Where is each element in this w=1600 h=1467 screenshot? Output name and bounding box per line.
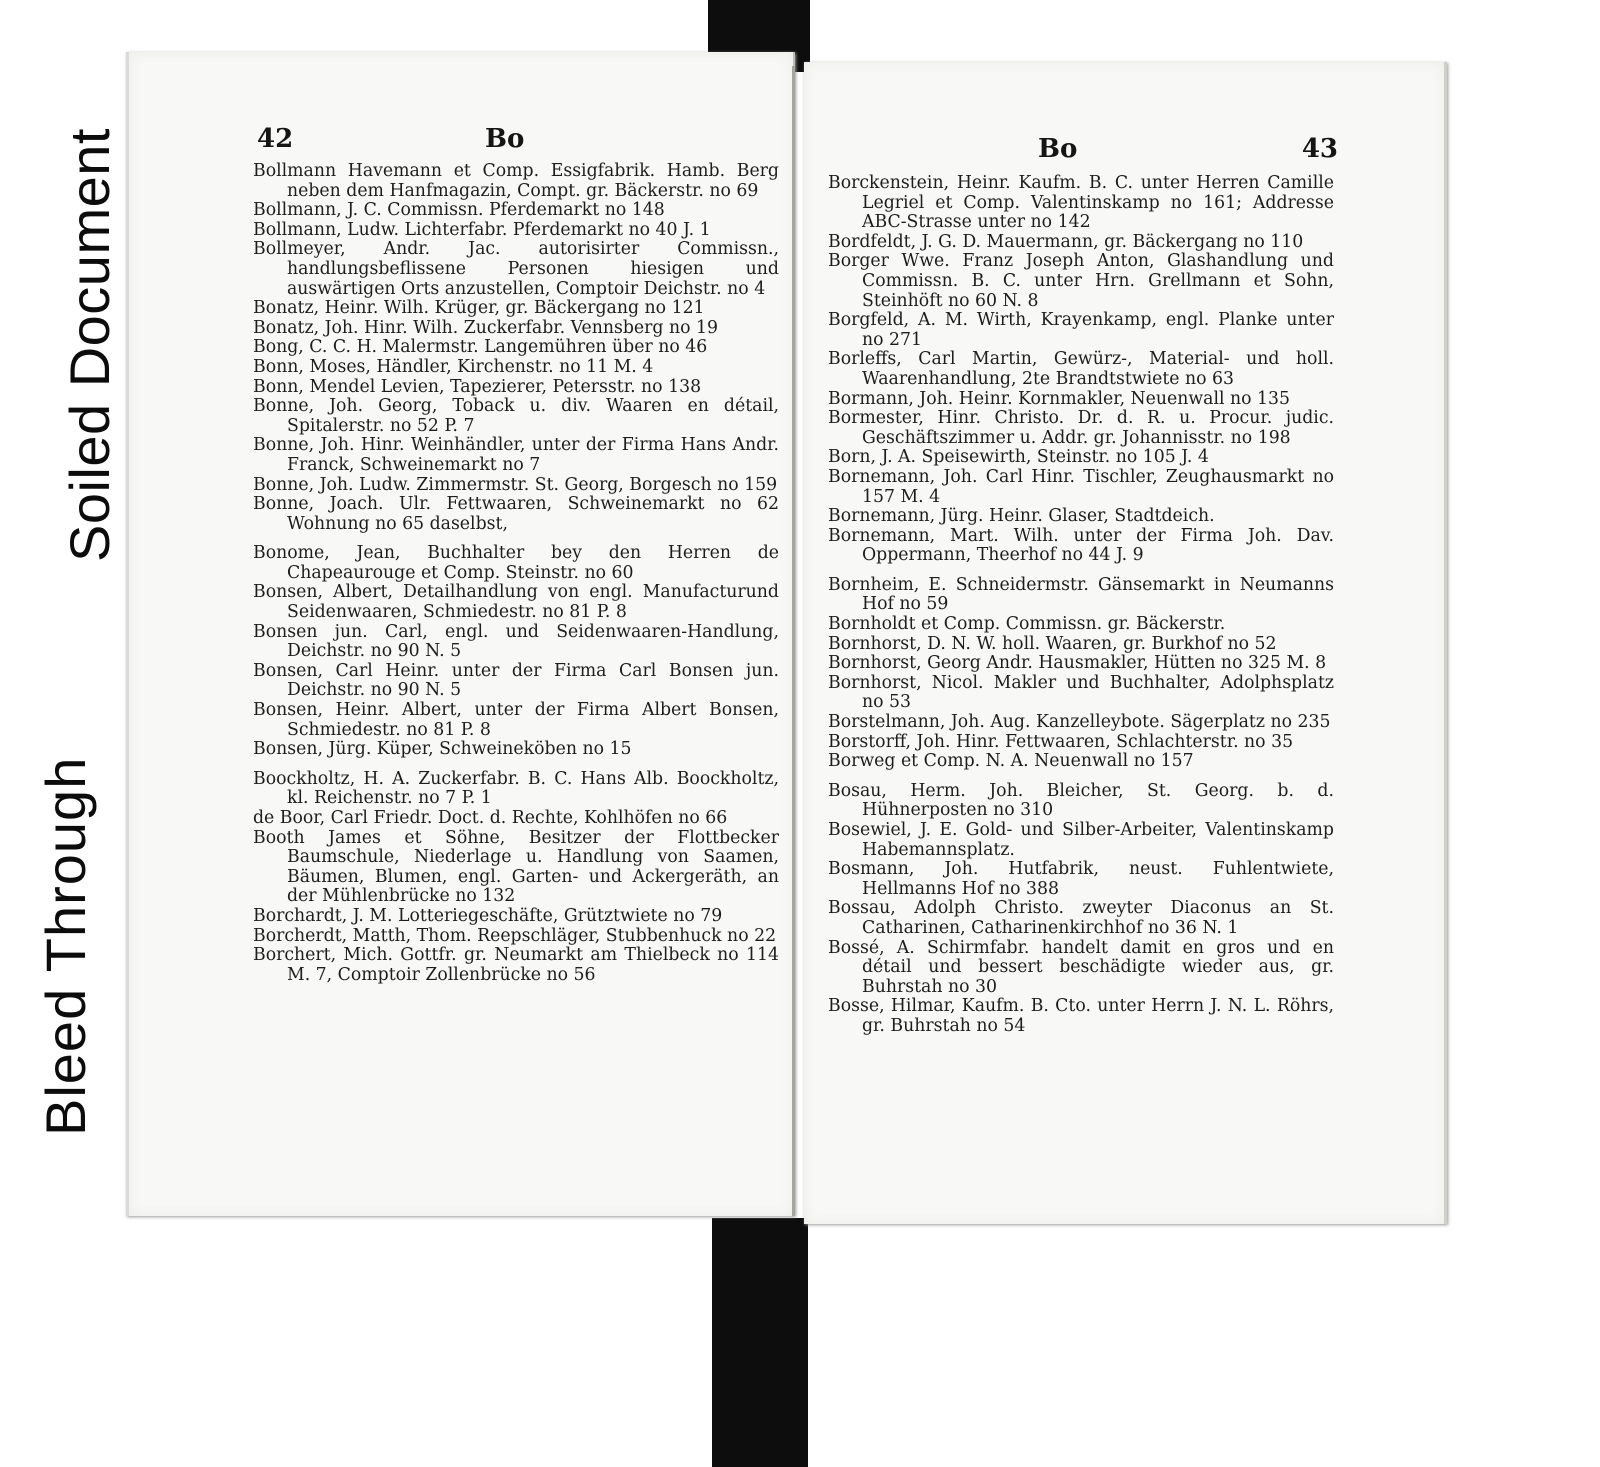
- directory-entry: Bonatz, Joh. Hinr. Wilh. Zuckerfabr. Vennsberg no 19: [253, 317, 718, 338]
- directory-entry: Bonome, Jean, Buchhalter bey den Herren de Chapeaurouge et Comp. Steinstr. no 60: [253, 543, 779, 583]
- directory-entry: Bonsen, Heinr. Albert, unter der Firma Albert Bonsen, Schmiedestr. no 81 P. 8: [253, 700, 779, 740]
- directory-entry: Bonn, Moses, Händler, Kirchenstr. no 11 M. 4: [253, 356, 654, 377]
- left-entry-list: [253, 162, 779, 985]
- directory-entry: Borchardt, J. M. Lotteriegeschäfte, Grütztwiete no 79: [253, 905, 723, 926]
- directory-entry: Bornemann, Mart. Wilh. unter der Firma Joh. Dav. Oppermann, Theerhof no 44 J. 9: [828, 525, 1334, 566]
- directory-entry: Born, J. A. Speisewirth, Steinstr. no 105 J. 4: [828, 447, 1209, 468]
- bleed-through-label: Bleed Through: [34, 756, 97, 1136]
- directory-entry: Bonsen jun. Carl, engl. und Seidenwaaren-Handlung, Deichstr. no 90 N. 5: [253, 621, 779, 662]
- right-section-heading: Bo: [1038, 134, 1078, 164]
- directory-entry: Borckenstein, Heinr. Kaufm. B. C. unter Herren Camille Legriel et Comp. Valentinskamp no 161; Addresse ABC-Strasse unter no 142: [828, 173, 1334, 233]
- right-page-number: 43: [1301, 134, 1338, 164]
- directory-entry: Bornhorst, D. N. W. holl. Waaren, gr. Burkhof no 52: [828, 633, 1277, 654]
- directory-entry: Bollmann, J. C. Commissn. Pferdemarkt no 148: [253, 200, 665, 221]
- directory-entry: Borstelmann, Joh. Aug. Kanzelleybote. Sägerplatz no 235: [828, 712, 1331, 733]
- directory-entry: Borger Wwe. Franz Joseph Anton, Glashandlung und Commissn. B. C. unter Hrn. Grellmann et Sohn, Steinhöft no 60 N. 8: [828, 251, 1334, 311]
- directory-entry: Bonatz, Heinr. Wilh. Krüger, gr. Bäckergang no 121: [253, 298, 705, 319]
- directory-entry: Borweg et Comp. N. A. Neuenwall no 157: [828, 751, 1194, 772]
- right-entry-list: [828, 174, 1334, 1037]
- directory-entry: Bossé, A. Schirmfabr. handelt damit en gros und en détail und bessert beschädigte wieder aus, gr. Buhrstah no 30: [828, 937, 1334, 997]
- directory-entry: Borgfeld, A. M. Wirth, Krayenkamp, engl. Planke unter no 271: [828, 310, 1334, 350]
- right-page-header: [1038, 134, 1338, 170]
- directory-entry: Bollmann, Ludw. Lichterfabr. Pferdemarkt no 40 J. 1: [253, 219, 711, 240]
- left-page-header: [257, 124, 777, 160]
- left-page: [126, 52, 795, 1216]
- directory-entry: Bollmeyer, Andr. Jac. autorisirter Commissn., handlungsbeflissene Personen hiesigen und auswärtigen Orts anzustellen, Comptoir Deichstr. no 4: [253, 239, 779, 299]
- directory-entry: Bosau, Herm. Joh. Bleicher, St. Georg. b. d. Hühnerposten no 310: [828, 780, 1334, 821]
- soiled-document-label: Soiled Document: [58, 128, 121, 562]
- directory-entry: Bollmann Havemann et Comp. Essigfabrik. Hamb. Berg neben dem Hanfmagazin, Compt. gr. Bäckerstr. no 69: [253, 161, 779, 201]
- directory-entry: Bonne, Joh. Hinr. Weinhändler, unter der Firma Hans Andr. Franck, Schweinemarkt no 7: [253, 435, 779, 475]
- directory-entry: Bosmann, Joh. Hutfabrik, neust. Fuhlentwiete, Hellmanns Hof no 388: [828, 859, 1334, 899]
- directory-entry: Bossau, Adolph Christo. zweyter Diaconus an St. Catharinen, Catharinenkirchhof no 36 N. 1: [828, 898, 1334, 938]
- directory-entry: Bonne, Joh. Ludw. Zimmermstr. St. Georg, Borgesch no 159: [253, 474, 778, 495]
- directory-entry: Borchert, Mich. Gottfr. gr. Neumarkt am Thielbeck no 114 M. 7, Comptoir Zollenbrücke no 56: [253, 945, 779, 985]
- directory-entry: Bonsen, Jürg. Küper, Schweineköben no 15: [253, 739, 632, 760]
- directory-entry: Bosewiel, J. E. Gold- und Silber-Arbeiter, Valentinskamp Habemannsplatz.: [828, 820, 1334, 860]
- directory-entry: Bornhorst, Nicol. Makler und Buchhalter, Adolphsplatz no 53: [828, 672, 1334, 713]
- directory-entry: Bonne, Joach. Ulr. Fettwaaren, Schweinemarkt no 62 Wohnung no 65 daselbst,: [253, 494, 779, 534]
- directory-entry: Boockholtz, H. A. Zuckerfabr. B. C. Hans Alb. Boockholtz, kl. Reichenstr. no 7 P. 1: [253, 768, 779, 809]
- directory-entry: Bornhorst, Georg Andr. Hausmakler, Hütten no 325 M. 8: [828, 653, 1327, 674]
- book-gutter: [792, 66, 795, 1216]
- directory-entry: Bonne, Joh. Georg, Toback u. div. Waaren en détail, Spitalerstr. no 52 P. 7: [253, 396, 779, 436]
- directory-entry: Bosse, Hilmar, Kaufm. B. Cto. unter Herrn J. N. L. Röhrs, gr. Buhrstah no 54: [828, 996, 1334, 1036]
- right-page: [804, 62, 1447, 1224]
- directory-entry: Bornheim, E. Schneidermstr. Gänsemarkt in Neumanns Hof no 59: [828, 574, 1334, 615]
- left-page-number: 42: [257, 124, 294, 154]
- directory-entry: Bormann, Joh. Heinr. Kornmakler, Neuenwall no 135: [828, 388, 1291, 409]
- spine-bottom-band: [712, 1218, 808, 1467]
- directory-entry: Booth James et Söhne, Besitzer der Flottbecker Baumschule, Niederlage u. Handlung von Saamen, Bäumen, Blumen, engl. Garten- und Ackergeräth, an der Mühlenbrücke no 132: [253, 827, 779, 907]
- left-section-heading: Bo: [485, 124, 525, 154]
- directory-entry: Borleffs, Carl Martin, Gewürz-, Material- und holl. Waarenhandlung, 2te Brandtstwiete no 63: [828, 349, 1334, 389]
- directory-entry: Bonn, Mendel Levien, Tapezierer, Petersstr. no 138: [253, 376, 702, 397]
- directory-entry: Bordfeldt, J. G. D. Mauermann, gr. Bäckergang no 110: [828, 231, 1304, 252]
- directory-entry: Bornholdt et Comp. Commissn. gr. Bäckerstr.: [828, 614, 1226, 635]
- directory-entry: Bonsen, Carl Heinr. unter der Firma Carl Bonsen jun. Deichstr. no 90 N. 5: [253, 660, 779, 701]
- directory-entry: Bonsen, Albert, Detailhandlung von engl. Manufacturund Seidenwaaren, Schmiedestr. no 81 P. 8: [253, 582, 779, 623]
- directory-entry: Bornemann, Joh. Carl Hinr. Tischler, Zeughausmarkt no 157 M. 4: [828, 466, 1334, 507]
- directory-entry: Bormester, Hinr. Christo. Dr. d. R. u. Procur. judic. Geschäftszimmer u. Addr. gr. Johannisstr. no 198: [828, 408, 1334, 448]
- directory-entry: Bornemann, Jürg. Heinr. Glaser, Stadtdeich.: [828, 506, 1215, 527]
- directory-entry: Borstorff, Joh. Hinr. Fettwaaren, Schlachterstr. no 35: [828, 731, 1294, 752]
- directory-entry: Borcherdt, Matth, Thom. Reepschläger, Stubbenhuck no 22: [253, 925, 777, 946]
- directory-entry: de Boor, Carl Friedr. Doct. d. Rechte, Kohlhöfen no 66: [253, 808, 728, 828]
- directory-entry: Bong, C. C. H. Malermstr. Langemühren über no 46: [253, 337, 708, 358]
